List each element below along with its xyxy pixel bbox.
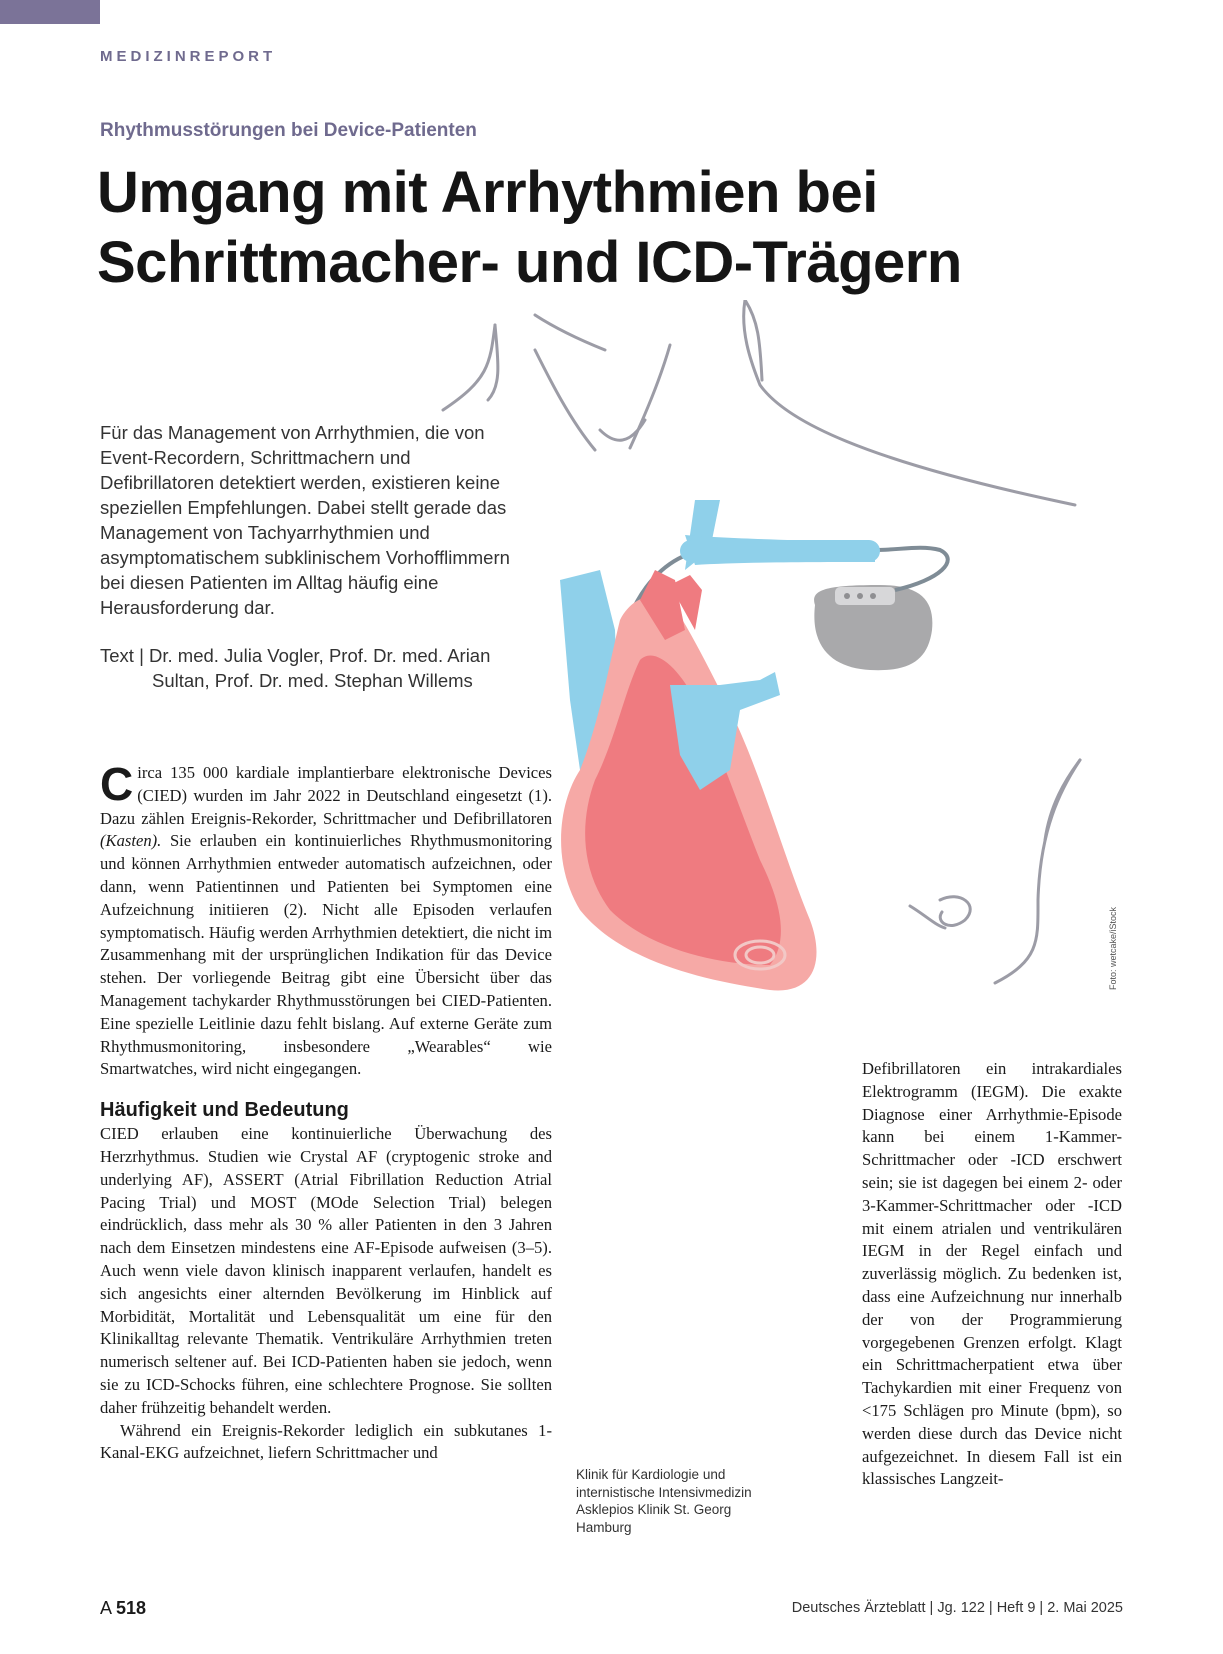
page-number: [100, 1598, 146, 1619]
paragraph-2: CIED erlauben eine kontinuierliche Überwachung des Herzrhythmus. Studien wie Crystal AF (cryptogenic stroke and underlying AF), ASSERT (Atrial Fibrillation Reduction Atrial Pacing Trial) und MOST (MOde Selection Trial) belegen eindrücklich, dass mehr als 30 % aller Patienten in den 3 Jahren nach dem Einsetzen mindestens eine AF-Episode aufweisen (3–5). Auch wenn viele davon klinisch inapparent verlaufen, handelt es sich angesichts einer alternden Bevölkerung im Hinblick auf Morbidität, Mortalität und Lebensqualität um eine für den Klinikalltag relevante Thematik. Ventrikuläre Arrhythmien treten numerisch seltener auf. Bei ICD-Patienten haben sie jedoch, wenn sie zu ICD-Schocks führen, eine schlechtere Prognose. Sie sollten daher frühzeitig behandelt werden.: [100, 1124, 552, 1417]
intro-italic: (Kasten).: [100, 831, 162, 851]
author-affiliation: Klinik für Kardiologie und internistische Intensivmedizin Asklepios Klinik St. Georg Hamburg: [576, 1467, 752, 1535]
pacemaker-device: [814, 585, 932, 670]
section-subhead: Häufigkeit und Bedeutung: [100, 1099, 349, 1122]
article-kicker: Rhythmusstörungen bei Device-Patienten: [100, 120, 477, 141]
page-prefix: A: [100, 1598, 112, 1618]
article-lead: Für das Management von Arrhythmien, die von Event-Recordern, Schrittmachern und Defibrillatoren detektiert werden, existieren keine speziellen Empfehlungen. Dabei stellt gerade das Management von Tachyarrhythmien und asymptomatischem subklinischem Vorhofflimmern bei diesen Patienten im Alltag häufig eine Herausforderung dar.: [100, 422, 510, 618]
page-number-value: 518: [116, 1598, 147, 1618]
author-byline: [100, 643, 530, 693]
article-headline: Umgang mit Arrhythmien bei Schrittmacher- und ICD-Trägern: [97, 160, 962, 295]
intro-text-1: irca 135 000 kardiale implantierbare elektronische Devices (CIED) wurden im Jahr 2022 in Deutschland eingesetzt (1). Dazu zählen Ereignis-Rekorder, Schrittmacher und Defibrillatoren: [100, 763, 552, 828]
drop-cap: C: [100, 758, 134, 810]
right-column-text: Defibrillatoren ein intrakardiales Elektrogramm (IEGM). Die exakte Diagnose einer Arrhythmie-Episode kann bei einem 1-Kammer-Schrittmacher oder -ICD erschwert sein; sie ist dagegen bei einem 2- oder 3-Kammer-Schrittmacher oder -ICD mit einem atrialen und ventrikulären IEGM in der Regel einfach und zuverlässig möglich. Zu bedenken ist, dass eine Aufzeichnung nur innerhalb der von der Programmierung vorgegebenen Grenzen erfolgt. Klagt ein Schrittmacherpatient etwa über Tachykardien mit einer Frequenz von <175 Schlägen pro Minute (bpm), so werden diese durch das Device nicht aufgezeichnet. In diesem Fall ist ein klassisches Langzeit-: [862, 1059, 1122, 1489]
section-label: MEDIZINREPORT: [100, 48, 277, 65]
intro-text-2: Sie erlauben ein kontinuierliches Rhythmusmonitoring und können Arrhythmien entweder automatisch aufzeichnen, oder dann, wenn Patientinnen und Patienten bei Symptomen eine Aufzeichnung initiieren (2). Nicht alle Episoden verlaufen symptomatisch. Häufig werden Arrhythmien detektiert, die nicht im Zusammenhang mit der ursprünglichen Indikation für das Device stehen. Der vorliegende Beitrag gibt eine Übersicht über das Management tachykarder Rhythmusstörungen bei CIED-Patienten. Eine spezielle Leitlinie dazu fehlt bislang. Auf externe Geräte zum Rhythmusmonitoring, insbesondere „Wearables“ wie Smartwatches, wird nicht eingegangen.: [100, 831, 552, 1079]
journal-citation: Deutsches Ärzteblatt | Jg. 122 | Heft 9 | 2. Mai 2025: [791, 1600, 1123, 1616]
byline-line-2: Sultan, Prof. Dr. med. Stephan Willems: [152, 670, 473, 691]
right-column: [862, 1058, 1122, 1491]
photo-credit: Foto: wetcake/iStock: [1108, 906, 1118, 990]
byline-line-1: Text | Dr. med. Julia Vogler, Prof. Dr. med. Arian: [100, 645, 491, 666]
paragraph-3: Während ein Ereignis-Rekorder lediglich ein subkutanes 1-Kanal-EKG aufzeichnet, liefern Schrittmacher und: [100, 1420, 552, 1463]
heart-pacemaker-illustration: [440, 300, 1223, 1080]
corner-accent-tab: [0, 0, 100, 24]
left-column: [100, 758, 552, 1465]
intro-paragraph: [100, 758, 552, 1081]
